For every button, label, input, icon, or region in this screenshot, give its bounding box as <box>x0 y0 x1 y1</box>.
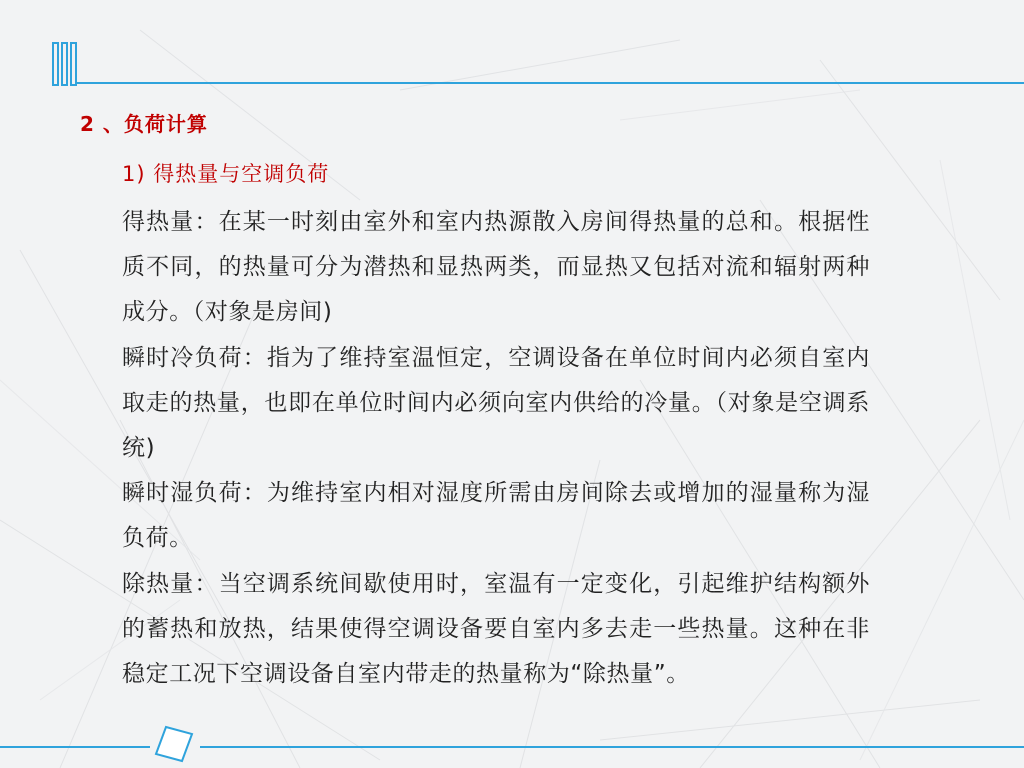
diamond-outline-icon <box>152 724 198 764</box>
slide-body <box>122 200 870 697</box>
section-title: 2 、负荷计算 <box>80 112 208 136</box>
paragraph-heat-gain: 得热量：在某一时刻由室外和室内热源散入房间得热量的总和。根据性质不同，的热量可分为潜热和显热两类，而显热又包括对流和辐射两种成分。（对象是房间) <box>122 209 870 326</box>
paragraph-heat-extraction: 除热量：当空调系统间歇使用时，室温有一定变化，引起维护结构额外的蓄热和放热，结果使得空调设备要自室内多去走一些热量。这种在非稳定工况下空调设备自室内带走的热量称为“除热量”。 <box>122 570 870 688</box>
subsection-title: 1) 得热量与空调负荷 <box>122 162 330 186</box>
paragraph-instant-humidity-load: 瞬时湿负荷：为维持室内相对湿度所需由房间除去或增加的湿量称为湿负荷。 <box>122 480 870 552</box>
paragraph-instant-cooling-load: 瞬时冷负荷：指为了维持室温恒定，空调设备在单位时间内必须自室内取走的热量，也即在单位时间内必须向室内供给的冷量。（对象是空调系统) <box>122 344 870 462</box>
footer-line-right <box>200 746 1024 748</box>
footer-line-left <box>0 746 150 748</box>
vertical-bars-logo-icon <box>52 42 78 86</box>
header-divider-line <box>76 82 1024 84</box>
